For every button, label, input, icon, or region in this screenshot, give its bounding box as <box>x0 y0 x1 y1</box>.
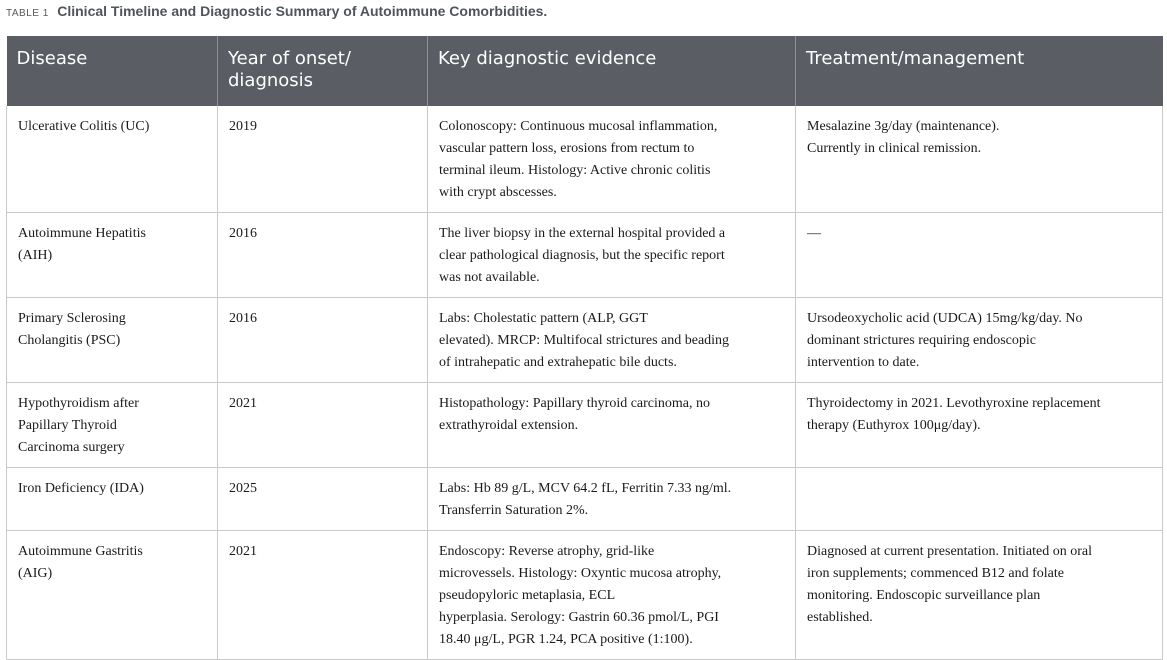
header-treatment: Treatment/management <box>796 36 1163 106</box>
cell-disease-line: (AIG) <box>18 566 53 581</box>
cell-evidence <box>428 298 796 383</box>
table-body <box>7 106 1163 660</box>
cell-evidence-line: Endoscopy: Reverse atrophy, grid-like <box>439 544 655 559</box>
cell-treatment-line: Thyroidectomy in 2021. Levothyroxine replacement <box>807 396 1101 411</box>
cell-year: 2025 <box>218 468 428 531</box>
cell-evidence-line: terminal ileum. Histology: Active chronic colitis <box>439 163 711 178</box>
table-row <box>7 213 1163 298</box>
cell-disease-line: Autoimmune Gastritis <box>18 544 143 559</box>
cell-treatment-line: Diagnosed at current presentation. Initiated on oral <box>807 544 1092 559</box>
table-row <box>7 383 1163 468</box>
cell-year: 2021 <box>218 383 428 468</box>
table-row <box>7 468 1163 531</box>
cell-evidence-line: Colonoscopy: Continuous mucosal inflammation, <box>439 119 718 134</box>
header-year-line: Year of onset/ <box>228 48 351 69</box>
cell-treatment-line: established. <box>807 610 873 625</box>
cell-disease <box>7 468 218 531</box>
cell-disease-line: Ulcerative Colitis (UC) <box>18 119 150 134</box>
summary-table <box>6 36 1163 660</box>
cell-treatment <box>796 213 1163 298</box>
cell-disease-line: Iron Deficiency (IDA) <box>18 481 144 496</box>
header-year-line: diagnosis <box>228 70 314 91</box>
cell-treatment-line: Currently in clinical remission. <box>807 141 982 156</box>
cell-disease <box>7 531 218 660</box>
cell-treatment <box>796 531 1163 660</box>
cell-evidence-line: elevated). MRCP: Multifocal strictures and beading <box>439 333 730 348</box>
cell-disease-line: Hypothyroidism after <box>18 396 139 411</box>
cell-disease-line: Carcinoma surgery <box>18 440 125 455</box>
table-header <box>7 36 1163 106</box>
cell-treatment-line: therapy (Euthyrox 100μg/day). <box>807 418 981 433</box>
cell-evidence-line: pseudopyloric metaplasia, ECL <box>439 588 616 603</box>
cell-evidence-line: Histopathology: Papillary thyroid carcinoma, no <box>439 396 711 411</box>
cell-disease <box>7 213 218 298</box>
cell-evidence-line: 18.40 μg/L, PGR 1.24, PCA positive (1:100). <box>439 632 693 647</box>
cell-disease-line: (AIH) <box>18 248 53 263</box>
cell-evidence <box>428 468 796 531</box>
cell-evidence-line: The liver biopsy in the external hospital provided a <box>439 226 726 241</box>
cell-disease-line: Autoimmune Hepatitis <box>18 226 146 241</box>
table-caption <box>6 3 547 21</box>
cell-evidence-line: Transferrin Saturation 2%. <box>439 503 589 518</box>
header-disease: Disease <box>7 36 218 106</box>
cell-evidence <box>428 531 796 660</box>
cell-evidence-line: hyperplasia. Serology: Gastrin 60.36 pmol/L, PGI <box>439 610 719 625</box>
cell-treatment <box>796 468 1163 531</box>
cell-evidence-line: vascular pattern loss, erosions from rectum to <box>439 141 695 156</box>
cell-evidence <box>428 383 796 468</box>
cell-evidence-line: Labs: Hb 89 g/L, MCV 64.2 fL, Ferritin 7.33 ng/ml. <box>439 481 732 496</box>
cell-evidence <box>428 106 796 213</box>
header-evidence: Key diagnostic evidence <box>428 36 796 106</box>
cell-treatment <box>796 298 1163 383</box>
cell-disease-line: Cholangitis (PSC) <box>18 333 121 348</box>
cell-disease-line: Papillary Thyroid <box>18 418 117 433</box>
cell-disease <box>7 106 218 213</box>
cell-evidence-line: extrathyroidal extension. <box>439 418 579 433</box>
cell-treatment-line: intervention to date. <box>807 355 920 370</box>
cell-disease <box>7 383 218 468</box>
cell-year: 2016 <box>218 298 428 383</box>
cell-disease-line: Primary Sclerosing <box>18 311 126 326</box>
cell-treatment-line: dominant strictures requiring endoscopic <box>807 333 1036 348</box>
table-row <box>7 106 1163 213</box>
table-title: Clinical Timeline and Diagnostic Summary of Autoimmune Comorbidities. <box>57 3 548 19</box>
cell-treatment-line: — <box>807 226 821 241</box>
cell-evidence-line: was not available. <box>439 270 540 285</box>
cell-treatment <box>796 383 1163 468</box>
cell-treatment-line: Ursodeoxycholic acid (UDCA) 15mg/kg/day. No <box>807 311 1083 326</box>
cell-year: 2021 <box>218 531 428 660</box>
cell-treatment-line: Mesalazine 3g/day (maintenance). <box>807 119 1000 134</box>
cell-evidence-line: Labs: Cholestatic pattern (ALP, GGT <box>439 311 648 326</box>
table-label: TABLE 1 <box>6 8 49 19</box>
cell-evidence <box>428 213 796 298</box>
table-row <box>7 531 1163 660</box>
cell-evidence-line: with crypt abscesses. <box>439 185 557 200</box>
cell-treatment <box>796 106 1163 213</box>
cell-year: 2019 <box>218 106 428 213</box>
cell-year: 2016 <box>218 213 428 298</box>
table-row <box>7 298 1163 383</box>
cell-evidence-line: of intrahepatic and extrahepatic bile ducts. <box>439 355 677 370</box>
cell-treatment-line: monitoring. Endoscopic surveillance plan <box>807 588 1041 603</box>
cell-treatment-line: iron supplements; commenced B12 and folate <box>807 566 1064 581</box>
header-year <box>218 36 428 106</box>
cell-disease <box>7 298 218 383</box>
cell-evidence-line: microvessels. Histology: Oxyntic mucosa atrophy, <box>439 566 722 581</box>
cell-evidence-line: clear pathological diagnosis, but the specific report <box>439 248 725 263</box>
